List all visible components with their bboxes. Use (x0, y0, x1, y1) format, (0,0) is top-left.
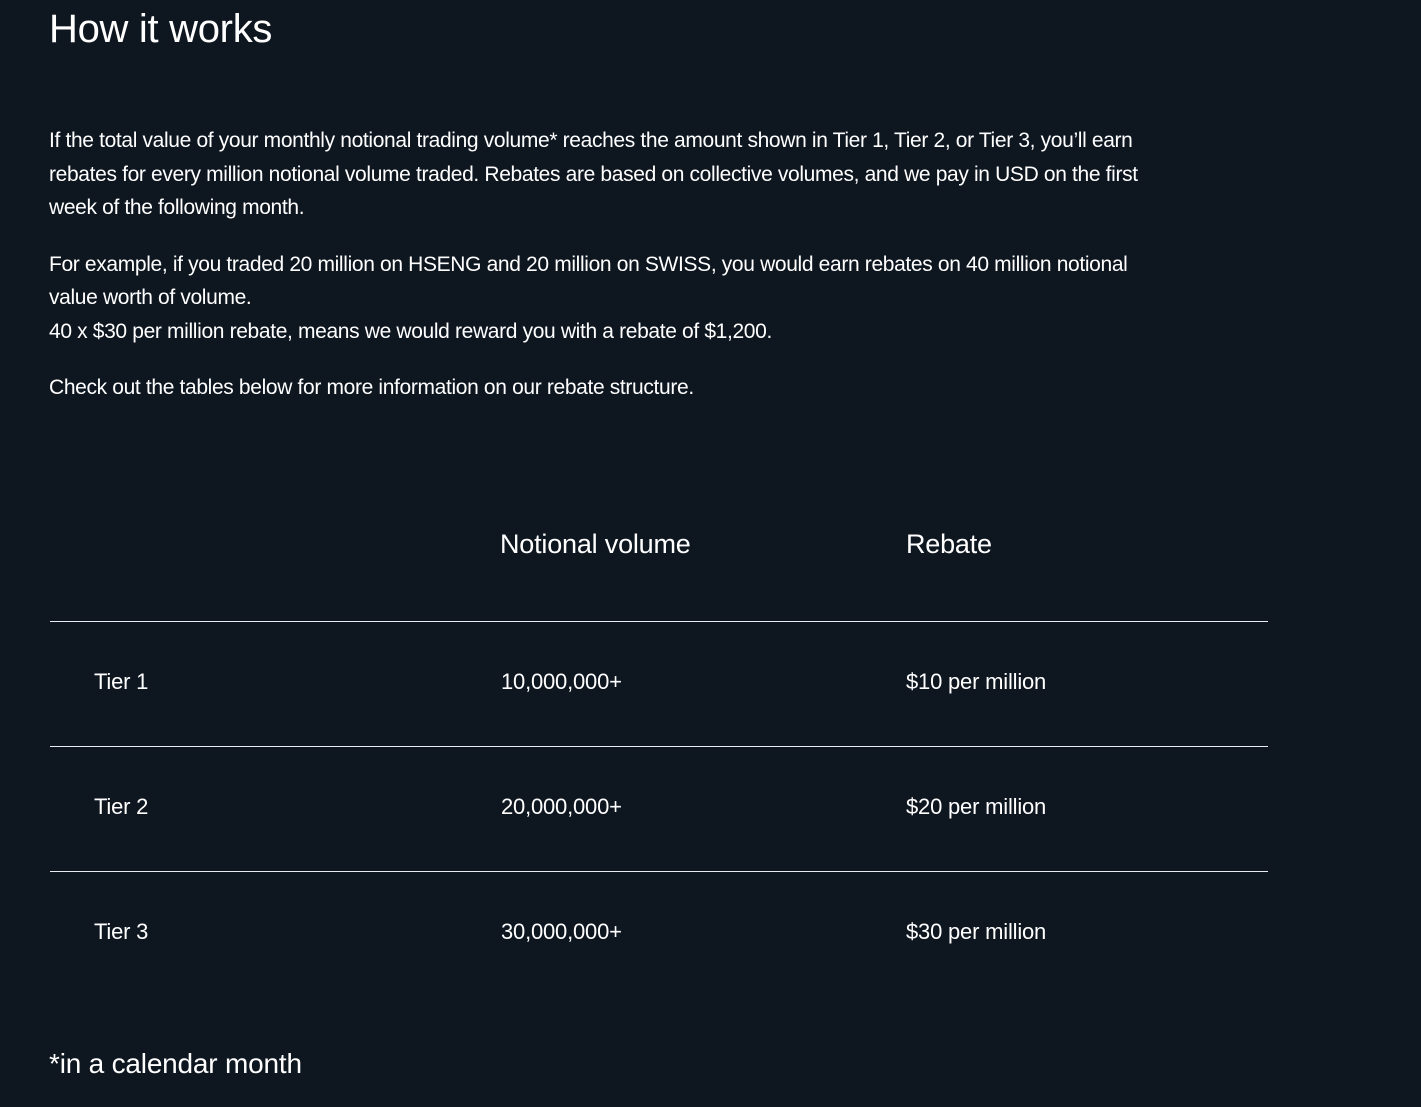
footnote: *in a calendar month (49, 1048, 302, 1079)
example-text-line: For example, if you traded 20 million on HSENG and 20 million on SWISS, you would earn rebates on 40 million notional (49, 252, 1128, 276)
intro-section (49, 124, 1269, 428)
header-rebate: Rebate (906, 529, 992, 559)
page-title: How it works (49, 7, 273, 51)
notional-volume-value: 20,000,000+ (501, 794, 622, 819)
table-row-tier-2 (50, 747, 1268, 872)
rebate-value: $30 per million (906, 919, 1047, 944)
table-row-tier-1 (50, 622, 1268, 747)
table-row-tier-3 (50, 872, 1268, 996)
example-calculation-line: 40 x $30 per million rebate, means we would reward you with a rebate of $1,200. (49, 319, 772, 343)
intro-paragraph-table-hint: Check out the tables below for more information on our rebate structure. (49, 376, 694, 399)
intro-text-line: week of the following month. (49, 196, 305, 219)
rebate-value: $20 per million (906, 794, 1047, 819)
example-text-line: value worth of volume. (49, 286, 252, 309)
intro-paragraph-rebate-rules (49, 124, 1269, 225)
tier-name: Tier 1 (94, 669, 149, 694)
table-header-row (50, 500, 1268, 622)
tier-name: Tier 2 (94, 794, 149, 819)
tier-name: Tier 3 (94, 919, 149, 944)
intro-paragraph-example (49, 248, 1269, 349)
header-notional-volume: Notional volume (500, 529, 691, 559)
intro-text-line: If the total value of your monthly notional trading volume* reaches the amount shown in Tier 1, Tier 2, or Tier 3, you’ll earn (49, 129, 1133, 152)
rebate-value: $10 per million (906, 669, 1047, 694)
notional-volume-value: 30,000,000+ (501, 919, 622, 944)
rebate-tier-table (50, 500, 1268, 996)
notional-volume-value: 10,000,000+ (501, 669, 622, 694)
intro-text-line: rebates for every million notional volume traded. Rebates are based on collective volumes, and we pay in USD on the first (49, 162, 1138, 186)
